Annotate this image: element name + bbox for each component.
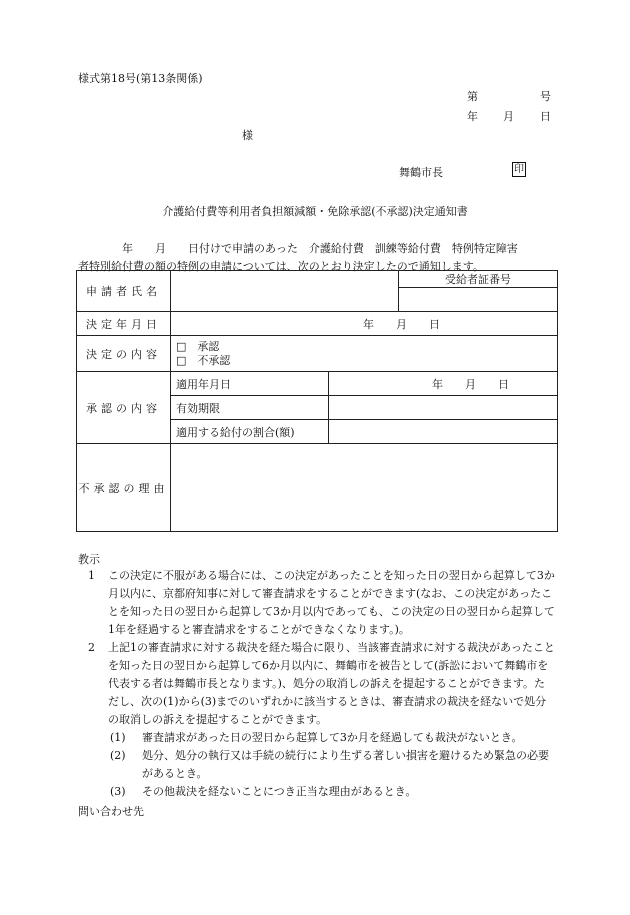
applied-date-value[interactable]: 年 月 日: [329, 372, 558, 396]
intro-line-2: 者特別給付費の額の特例の申請については、次のとおり決定したので通知します。: [78, 260, 484, 273]
benefit-ratio-value[interactable]: [329, 420, 558, 444]
instructions-heading: 教示: [78, 553, 100, 566]
validity-period-label: 有効期限: [171, 396, 329, 420]
decision-date-label: 決定年月日: [77, 312, 171, 336]
document-title: 介護給付費等利用者負担額減額・免除承認(不承認)決定通知書: [162, 205, 468, 218]
issue-day-label: 日: [540, 110, 551, 123]
issue-month-label: 月: [503, 110, 514, 123]
instruction-item-2: [78, 639, 556, 729]
document-number-prefix: 第: [467, 90, 478, 103]
addressee-honorific: 様: [242, 129, 253, 142]
instruction-text: この決定に不服がある場合には、この決定があったことを知った日の翌日から起算して3か月以内に、京都府知事に対して審査請求をすることができます(なお、この決定があったことを知った日の翌日から起算して3か月以内であっても、この決定の日の翌日から起算して1年を経過すると審査請求をすることができなくなります。)。: [108, 569, 555, 636]
subitem-number: (1): [110, 731, 126, 744]
intro-line-1: 年 月 日付けで申請のあった 介護給付費 訓練等給付費 特例特定障害: [122, 242, 518, 255]
subitem-text: その他裁決を経ないことにつき正当な理由があるとき。: [142, 785, 417, 798]
form-number: 様式第18号(第13条関係): [78, 72, 203, 85]
document-number-suffix: 号: [540, 90, 551, 103]
reject-reason-value[interactable]: [171, 444, 558, 532]
instruction-subitem-2: [78, 747, 556, 783]
option-approve-checkbox[interactable]: □ 承認: [176, 339, 220, 353]
issuer-name: 舞鶴市長: [399, 166, 443, 179]
decision-table: [76, 270, 558, 532]
decision-date-value[interactable]: 年 月 日: [171, 312, 558, 336]
recipient-number-value[interactable]: [399, 288, 558, 312]
instructions-list: [78, 567, 556, 801]
seal-stamp: 印: [514, 164, 524, 175]
option-reject-checkbox[interactable]: □ 不承認: [176, 353, 231, 367]
validity-period-value[interactable]: [329, 396, 558, 420]
contact-label: 問い合わせ先: [78, 805, 144, 818]
applicant-name-value[interactable]: [171, 271, 399, 312]
instruction-subitem-1: [78, 729, 556, 747]
applicant-name-label: 申請者氏名: [77, 271, 171, 312]
recipient-number-label: 受給者証番号: [399, 271, 558, 288]
reject-reason-label: 不承認の理由: [77, 444, 171, 532]
approval-content-label: 承認の内容: [77, 372, 171, 444]
applied-date-label: 適用年月日: [171, 372, 329, 396]
instruction-number: 1: [88, 569, 95, 582]
subitem-number: (2): [110, 749, 126, 762]
instruction-text: 上記1の審査請求に対する裁決を経た場合に限り、当該審査請求に対する裁決があったことを知った日の翌日から起算して6か月以内に、舞鶴市を被告として(訴訟において舞鶴市を代表する者は舞鶴市長となります。)、処分の取消しの訴えを提起することができます。ただし、次の(1)から(3)までのいずれかに該当するときは、審査請求の裁決を経ないで処分の取消しの訴えを提起することができます。: [108, 641, 555, 726]
subitem-text: 処分、処分の執行又は手続の続行により生ずる著しい損害を避けるため緊急の必要があるとき。: [142, 749, 549, 780]
subitem-text: 審査請求があった日の翌日から起算して3か月を経過しても裁決がないとき。: [142, 731, 523, 744]
instruction-subitem-3: [78, 783, 556, 801]
issue-year-label: 年: [467, 110, 478, 123]
decision-content-label: 決定の内容: [77, 336, 171, 372]
subitem-number: (3): [110, 785, 126, 798]
decision-content-options: [171, 336, 558, 372]
benefit-ratio-label: 適用する給付の割合(額): [171, 420, 329, 444]
instruction-item-1: [78, 567, 556, 639]
instruction-number: 2: [88, 641, 95, 654]
